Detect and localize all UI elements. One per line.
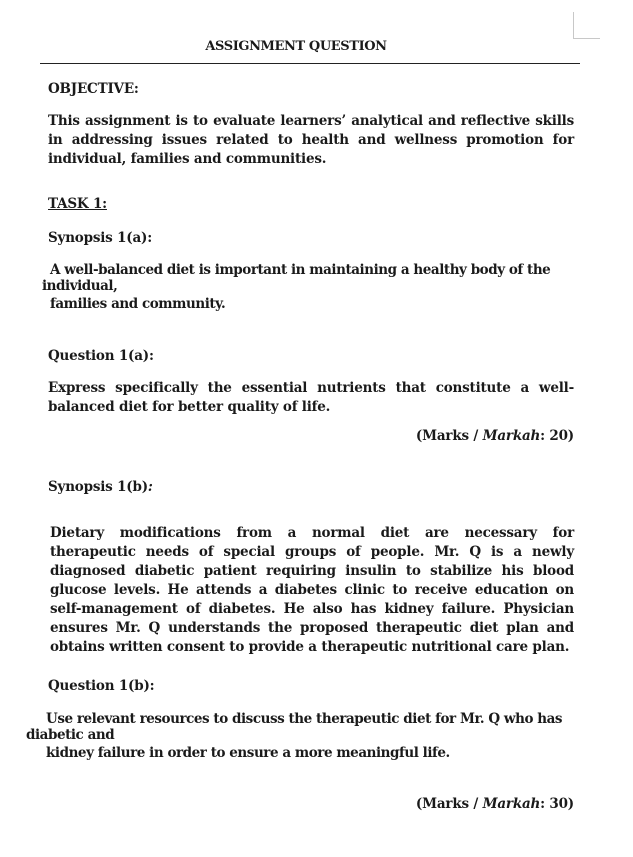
synopsis-1b-heading-colon: :	[147, 479, 153, 495]
question-1a-text: Express specifically the essential nutrients that constitute a well-balanced diet for better quality of life.	[48, 380, 574, 415]
synopsis-1b-heading	[48, 478, 153, 497]
synopsis-1b-heading-text: Synopsis 1(b)	[48, 479, 148, 495]
question-1b-line1: Use relevant resources to discuss the therapeutic diet for Mr. Q who has	[46, 711, 563, 727]
question-1a-marks	[300, 427, 574, 446]
document-title: ASSIGNMENT QUESTION	[205, 39, 387, 54]
task1-heading: TASK 1:	[48, 196, 107, 212]
marks-label: Markah	[482, 796, 541, 812]
marks-prefix: (Marks /	[415, 796, 483, 812]
synopsis-1a-line1: A well-balanced diet is important in maintaining a healthy body of the	[50, 262, 551, 278]
synopsis-1b-text: Dietary modifications from a normal diet are necessary for therapeutic needs of special groups of people. Mr. Q is a newly diagnosed diabetic patient requiring insulin to stabilize his blood glucose levels. He attends a diabetes clinic to receive education on self-management of diabetes. He also has kidney failure. Physician ensures Mr. Q understands the proposed therapeutic diet plan and obtains written consent to provide a therapeutic nutritional care plan.	[50, 525, 574, 655]
synopsis-1a-line3: families and community.	[50, 296, 226, 312]
title-divider	[40, 63, 580, 64]
marks-value: : 30)	[540, 796, 574, 812]
synopsis-1a-heading: Synopsis 1(a):	[48, 230, 152, 246]
marks-prefix: (Marks /	[415, 428, 483, 444]
marks-value: : 20)	[540, 428, 574, 444]
marks-label: Markah	[482, 428, 541, 444]
question-1b-heading: Question 1(b):	[48, 678, 155, 694]
question-1b-line3: kidney failure in order to ensure a more meaningful life.	[46, 745, 450, 761]
question-1b-marks	[300, 795, 574, 814]
question-1a-heading: Question 1(a):	[48, 348, 154, 364]
objective-heading: OBJECTIVE:	[48, 81, 139, 97]
synopsis-1a-line2: individual,	[42, 278, 118, 294]
question-1b-line2: diabetic and	[26, 727, 115, 743]
page-corner-mark	[573, 12, 600, 39]
objective-text: This assignment is to evaluate learners’ analytical and reflective skills in addressing issues related to health and wellness promotion for individual, families and communities.	[48, 113, 574, 167]
